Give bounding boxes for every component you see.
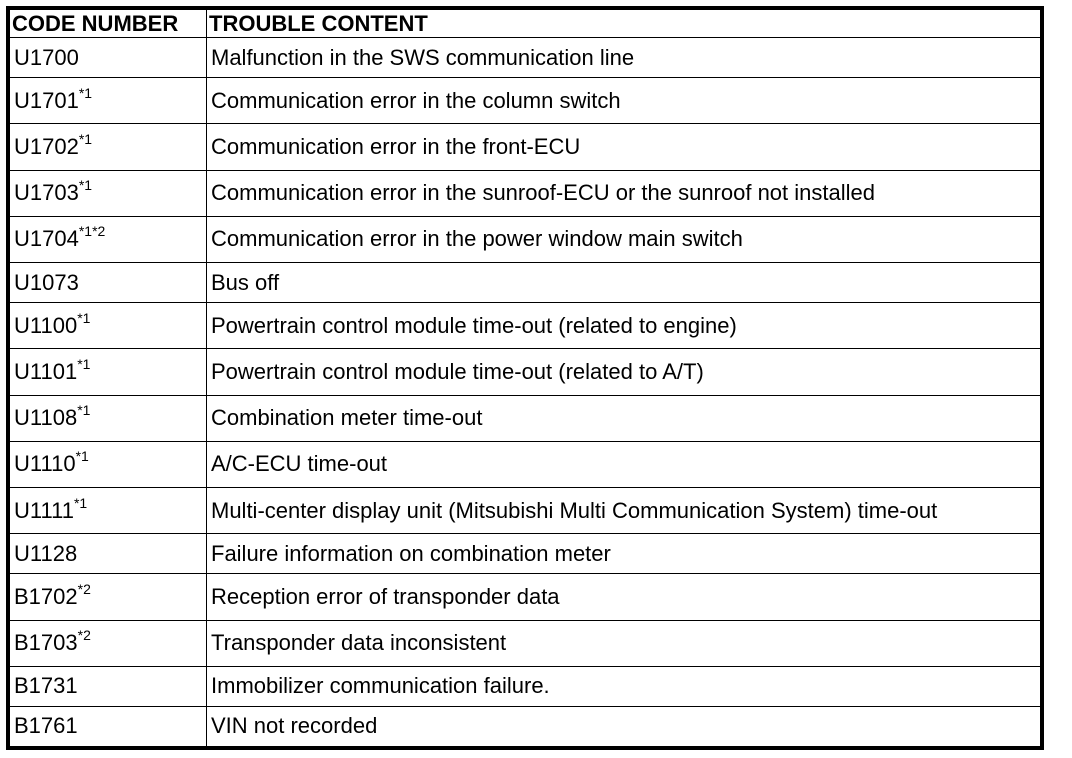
trouble-content-cell: Powertrain control module time-out (related to A/T) [207, 349, 1041, 395]
table-row [10, 349, 1041, 395]
trouble-content-cell: Transponder data inconsistent [207, 620, 1041, 666]
code-number-cell [10, 706, 207, 746]
code-number-cell [10, 170, 207, 216]
code-number-cell [10, 303, 207, 349]
code-number-cell [10, 666, 207, 706]
footnote-marker: *1 [77, 309, 91, 326]
table-row [10, 78, 1041, 124]
footnote-marker: *1 [77, 355, 91, 372]
trouble-content-cell: Multi-center display unit (Mitsubishi Multi Communication System) time-out [207, 488, 1041, 534]
table-row [10, 395, 1041, 441]
table-row [10, 216, 1041, 262]
trouble-code-table [9, 9, 1041, 747]
trouble-content-cell: VIN not recorded [207, 706, 1041, 746]
code-number: U1100 [14, 312, 78, 338]
footnote-marker: *1 [75, 448, 89, 465]
code-number: U1101 [14, 358, 78, 384]
code-number-cell [10, 441, 207, 487]
code-number-cell [10, 349, 207, 395]
footnote-marker: *2 [77, 580, 91, 597]
table-row [10, 124, 1041, 170]
footnote-marker: *1 [78, 84, 93, 101]
table-row [10, 263, 1041, 303]
footnote-marker: *1 [73, 494, 88, 511]
trouble-code-table-frame [6, 6, 1044, 750]
table-row [10, 170, 1041, 216]
footnote-marker: *1*2 [78, 223, 106, 240]
table-row [10, 488, 1041, 534]
footnote-marker: *1 [77, 402, 91, 419]
trouble-content-cell: Reception error of transponder data [207, 574, 1041, 620]
footnote-marker: *2 [77, 627, 91, 644]
code-number: U1073 [14, 269, 79, 295]
code-number-cell [10, 620, 207, 666]
table-row [10, 620, 1041, 666]
table-row [10, 574, 1041, 620]
code-number-cell [10, 263, 207, 303]
trouble-content-cell: Immobilizer communication failure. [207, 666, 1041, 706]
code-number: B1703 [14, 630, 78, 656]
code-number: U1128 [14, 540, 78, 566]
code-number-cell [10, 574, 207, 620]
table-row [10, 303, 1041, 349]
code-number-cell [10, 216, 207, 262]
code-number: U1702 [14, 133, 79, 159]
table-header-row [10, 10, 1041, 38]
trouble-content-cell: Communication error in the sunroof-ECU or the sunroof not installed [207, 170, 1041, 216]
trouble-content-cell: Communication error in the front-ECU [207, 124, 1041, 170]
footnote-marker: *1 [78, 130, 93, 147]
code-number: B1731 [14, 673, 78, 699]
code-number-cell [10, 124, 207, 170]
table-row [10, 441, 1041, 487]
code-number: U1703 [14, 180, 79, 206]
code-number: U1111 [14, 497, 74, 523]
trouble-content-cell: Malfunction in the SWS communication line [207, 38, 1041, 78]
trouble-content-cell: A/C-ECU time-out [207, 441, 1041, 487]
footnote-marker: *1 [78, 177, 93, 194]
trouble-content-cell: Communication error in the power window main switch [207, 216, 1041, 262]
trouble-content-cell: Communication error in the column switch [207, 78, 1041, 124]
code-number: U1700 [14, 44, 79, 70]
table-row [10, 534, 1041, 574]
column-header-trouble-content: TROUBLE CONTENT [207, 10, 1041, 38]
code-number-cell [10, 38, 207, 78]
trouble-content-cell: Powertrain control module time-out (related to engine) [207, 303, 1041, 349]
code-number: U1110 [14, 451, 76, 477]
code-number-cell [10, 78, 207, 124]
code-number-cell [10, 488, 207, 534]
table-row [10, 666, 1041, 706]
code-number-cell [10, 395, 207, 441]
code-number: U1704 [14, 226, 79, 252]
code-number: U1701 [14, 87, 79, 113]
table-body [10, 38, 1041, 747]
code-number: B1761 [14, 713, 78, 739]
column-header-code-number: CODE NUMBER [10, 10, 207, 38]
code-number-cell [10, 534, 207, 574]
trouble-content-cell: Combination meter time-out [207, 395, 1041, 441]
table-row [10, 706, 1041, 746]
trouble-content-cell: Bus off [207, 263, 1041, 303]
table-row [10, 38, 1041, 78]
trouble-content-cell: Failure information on combination meter [207, 534, 1041, 574]
code-number: B1702 [14, 583, 78, 609]
code-number: U1108 [14, 405, 78, 431]
